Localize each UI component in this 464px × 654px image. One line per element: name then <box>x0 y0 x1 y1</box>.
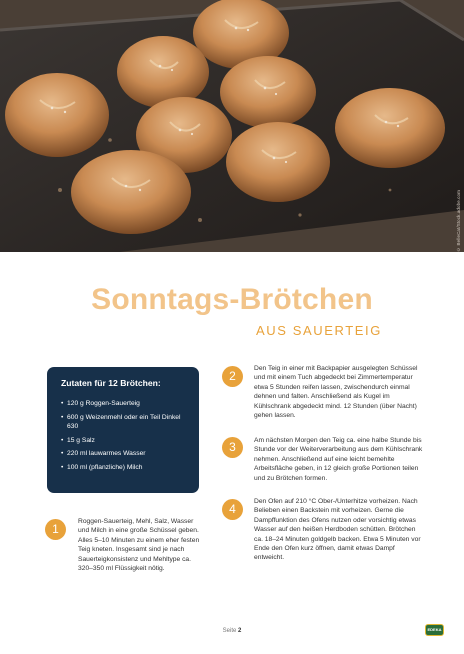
bread-rolls-illustration <box>0 0 464 252</box>
hero-photo <box>0 0 464 252</box>
photo-credit: © BelleCat/Stock.adobe.com <box>456 190 461 252</box>
step-3-text: Am nächsten Morgen den Teig ca. eine halbe Stunde bis Stunde vor der Weiterverarbeitung aus dem Kühlschrank nehmen. Anschließend auf eine leicht bemehlte Arbeitsfläche geben, in 12 gleich große Portionen teilen und zu Brötchen formen. <box>254 437 423 482</box>
step-1-text: Roggen-Sauerteig, Mehl, Salz, Wasser und Milch in eine große Schüssel geben. Alles 5–10 Minuten zu einem eher festen Teig kneten. Insgesamt sind je nach Sauerteigkonsistenz und Mehltype ca. 320–350 ml Flüssigkeit nötig. <box>78 518 200 573</box>
page-prefix: Seite <box>222 628 237 634</box>
step-2-number: 2 <box>222 366 243 387</box>
ingredient-item: • 100 ml (pflanzliche) Milch <box>61 463 189 473</box>
ingredient-item: • 600 g Weizenmehl oder ein Teil Dinkel 630 <box>61 413 189 432</box>
step-4-number: 4 <box>222 499 243 520</box>
ingredient-item: • 220 ml lauwarmes Wasser <box>61 449 189 459</box>
brand-logo: EDEKA <box>425 624 444 636</box>
step-3-number: 3 <box>222 437 243 458</box>
page-title: Sonntags-Brötchen <box>91 283 373 316</box>
page-number-value: 2 <box>238 628 242 634</box>
step-2-text: Den Teig in einer mit Backpapier ausgelegten Schüssel und mit einem Tuch abgedeckt bei Zimmertemperatur etwa 5 Stunden reifen lassen, zwischendurch einmal dehnen und falten. Anschließend als Kugel im Kühlschrank abgedeckt mind. 12 Stunden (über Nacht) gehen lassen. <box>254 365 418 420</box>
ingredient-item: • 120 g Roggen-Sauerteig <box>61 399 189 409</box>
ingredients-heading: Zutaten für 12 Brötchen: <box>61 378 161 388</box>
ingredients-box <box>47 367 199 493</box>
step-4-text: Den Ofen auf 210 °C Ober-/Unterhitze vorheizen. Nach Belieben einen Backstein mit vorheizen. Gerne die Dampffunktion des Ofens nutzen oder vorsichtig etwas Wasser auf den heißen Herdboden schütten. Brötchen ca. 18–24 Minuten goldgelb backen. Etwa 5 Minuten vor Ende den Ofen kurz öffnen, damit etwas Dampf entweicht. <box>254 498 421 562</box>
page-number <box>0 628 464 634</box>
ingredient-item: • 15 g Salz <box>61 436 189 446</box>
step-1-number: 1 <box>45 519 66 540</box>
page-subtitle: AUS SAUERTEIG <box>255 323 382 338</box>
ingredients-list <box>61 399 189 473</box>
